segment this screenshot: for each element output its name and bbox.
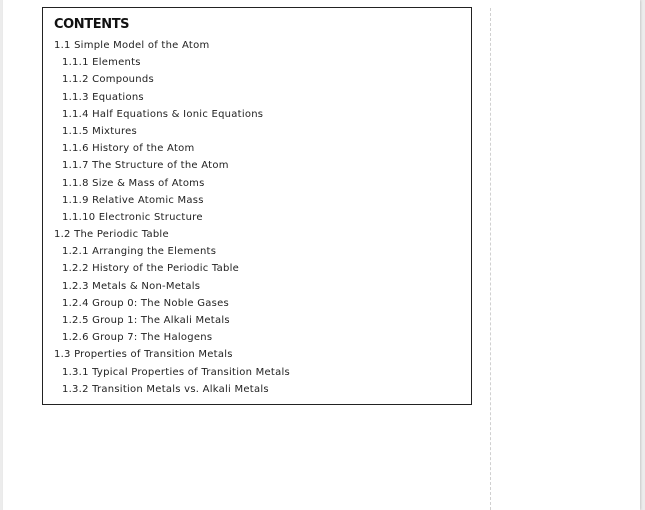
toc-subsection-link[interactable]: 1.1.8 Size & Mass of Atoms	[62, 177, 205, 189]
document-page	[3, 0, 640, 510]
toc-subsection-link[interactable]: 1.1.4 Half Equations & Ionic Equations	[62, 108, 264, 120]
toc-subsection-link[interactable]: 1.1.9 Relative Atomic Mass	[62, 194, 204, 206]
toc-section-link[interactable]: 1.3 Properties of Transition Metals	[54, 349, 233, 361]
toc-subsection-link[interactable]: 1.2.2 History of the Periodic Table	[62, 263, 240, 275]
table-of-contents	[42, 7, 472, 405]
toc-title: CONTENTS	[54, 17, 130, 32]
toc-subsection-link[interactable]: 1.2.1 Arranging the Elements	[62, 246, 217, 258]
toc-subsection-link[interactable]: 1.1.6 History of the Atom	[62, 143, 195, 155]
toc-subsection-link[interactable]: 1.2.3 Metals & Non-Metals	[62, 280, 201, 292]
toc-subsection-link[interactable]: 1.2.5 Group 1: The Alkali Metals	[62, 315, 230, 326]
toc-subsection-link[interactable]: 1.2.6 Group 7: The Halogens	[62, 332, 213, 344]
toc-subsection-link[interactable]: 1.1.7 The Structure of the Atom	[62, 160, 229, 172]
toc-subsection-link[interactable]: 1.3.1 Typical Properties of Transition Metals	[62, 366, 290, 378]
toc-subsection-link[interactable]: 1.1.5 Mixtures	[62, 125, 137, 137]
toc-subsection-link[interactable]: 1.1.1 Elements	[62, 57, 141, 69]
toc-section-link[interactable]: 1.2 The Periodic Table	[54, 229, 169, 241]
toc-list	[54, 37, 290, 398]
toc-subsection-link[interactable]: 1.1.2 Compounds	[62, 74, 154, 86]
margin-guide	[490, 8, 491, 510]
toc-subsection-link[interactable]: 1.1.3 Equations	[62, 91, 144, 103]
toc-subsection-link[interactable]: 1.2.4 Group 0: The Noble Gases	[62, 297, 229, 309]
toc-subsection-link[interactable]: 1.1.10 Electronic Structure	[62, 211, 203, 223]
toc-section-link[interactable]: 1.1 Simple Model of the Atom	[54, 40, 210, 51]
toc-subsection-link[interactable]: 1.3.2 Transition Metals vs. Alkali Metals	[62, 383, 269, 395]
